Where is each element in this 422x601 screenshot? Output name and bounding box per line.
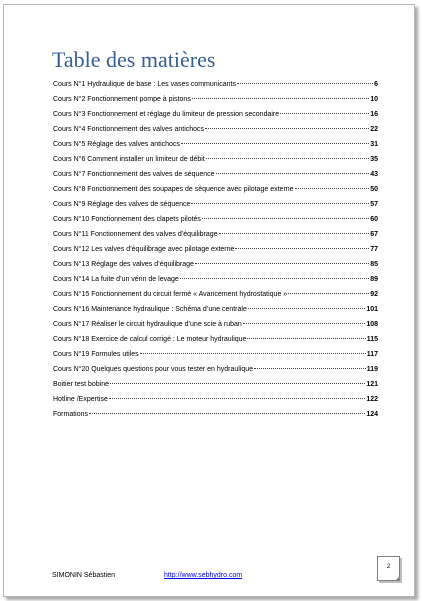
toc-entry-text: Cours N°15 Fonctionnement du circuit fermé « Avancement hydrostatique » <box>53 291 288 298</box>
toc-entry-text: Cours N°8 Fonctionnement des soupapes de séquence avec pilotage externe <box>53 186 294 193</box>
toc-entry[interactable] <box>53 317 378 332</box>
toc-entry[interactable] <box>53 227 378 242</box>
toc-entry[interactable] <box>53 92 378 107</box>
toc-page-number: 124 <box>366 411 378 418</box>
dot-leader <box>140 353 366 354</box>
toc-entry[interactable] <box>53 407 378 422</box>
dot-leader <box>206 158 369 159</box>
toc-entry-text: Cours N°12 Les valves d’équilibrage avec pilotage externe <box>53 246 235 253</box>
dot-leader <box>180 278 369 279</box>
toc-entry-text: Cours N°1 Hydraulique de base : Les vases communicants <box>53 81 236 88</box>
toc-entry-text: Cours N°10 Fonctionnement des clapets pilotés <box>53 216 201 223</box>
toc-entry[interactable] <box>53 197 378 212</box>
toc-page-number: 43 <box>370 171 378 178</box>
toc-entry[interactable] <box>53 377 378 392</box>
toc-entry-text: Cours N°16 Maintenance hydraulique : Schéma d’une centrale <box>53 306 247 313</box>
toc-page-number: 122 <box>366 396 378 403</box>
toc-entry-text: Cours N°14 La fuite d’un vérin de levage <box>53 276 179 283</box>
toc-entry-text: Boitier test bobine <box>53 381 110 388</box>
toc-entry[interactable] <box>53 107 378 122</box>
toc-page-number: 57 <box>370 201 378 208</box>
toc-entry[interactable] <box>53 182 378 197</box>
toc-entry-text: Cours N°11 Fonctionnement des valves d’équilibrage <box>53 231 218 238</box>
toc-entry[interactable] <box>53 77 378 92</box>
toc-page-number: 77 <box>370 246 378 253</box>
footer-author: SIMONIN Sébastien <box>52 572 116 579</box>
table-of-contents <box>53 77 378 422</box>
toc-entry[interactable] <box>53 272 378 287</box>
dot-leader <box>248 308 365 309</box>
dot-leader <box>191 203 369 204</box>
toc-page-number: 119 <box>366 366 378 373</box>
toc-entry-text: Cours N°6 Comment installer un limiteur de débit <box>53 156 205 163</box>
toc-entry[interactable] <box>53 362 378 377</box>
dot-leader <box>192 98 369 99</box>
toc-entry-text: Cours N°7 Fonctionnement des valves de séquence <box>53 171 215 178</box>
dot-leader <box>110 383 365 384</box>
toc-page-number: 115 <box>366 336 378 343</box>
toc-entry-text: Cours N°17 Réaliser le circuit hydraulique d’une scie à ruban <box>53 321 242 328</box>
dot-leader <box>237 83 373 84</box>
toc-entry[interactable] <box>53 242 378 257</box>
toc-entry[interactable] <box>53 122 378 137</box>
toc-page-number: 85 <box>370 261 378 268</box>
toc-page-number: 101 <box>366 306 378 313</box>
footer-website-link[interactable]: http://www.sebhydro.com <box>164 572 243 579</box>
toc-entry[interactable] <box>53 347 378 362</box>
toc-page-number: 10 <box>370 96 378 103</box>
toc-page-number: 50 <box>370 186 378 193</box>
dot-leader <box>181 143 369 144</box>
dot-leader <box>280 113 369 114</box>
toc-page-number: 35 <box>370 156 378 163</box>
dot-leader <box>295 188 370 189</box>
toc-page-number: 117 <box>366 351 378 358</box>
dot-leader <box>243 323 366 324</box>
document-page <box>3 4 415 597</box>
toc-page-number: 60 <box>370 216 378 223</box>
toc-entry[interactable] <box>53 332 378 347</box>
dot-leader <box>235 248 369 249</box>
toc-title: Table des matières <box>52 47 216 72</box>
toc-page-number: 121 <box>366 381 378 388</box>
dot-leader <box>205 128 369 129</box>
toc-page-number: 89 <box>370 276 378 283</box>
toc-entry[interactable] <box>53 302 378 317</box>
toc-entry-text: Cours N°2 Fonctionnement pompe à pistons <box>53 96 191 103</box>
toc-entry[interactable] <box>53 257 378 272</box>
dot-leader <box>247 338 365 339</box>
toc-page-number: 31 <box>370 141 378 148</box>
page-number-badge: 2 <box>377 556 400 581</box>
toc-entry-text: Cours N°20 Quelques questions pour vous tester en hydraulique <box>53 366 254 373</box>
dot-leader <box>202 218 369 219</box>
dot-leader <box>219 233 370 234</box>
toc-page-number: 6 <box>374 81 378 88</box>
toc-entry-text: Cours N°9 Réglage des valves de séquence <box>53 201 191 208</box>
dot-leader <box>254 368 366 369</box>
toc-entry-text: Cours N°5 Réglage des valves antichocs <box>53 141 180 148</box>
toc-page-number: 67 <box>370 231 378 238</box>
toc-page-number: 108 <box>366 321 378 328</box>
toc-entry-text: Cours N°19 Formules utiles <box>53 351 139 358</box>
toc-page-number: 16 <box>370 111 378 118</box>
toc-entry-text: Hotline /Expertise <box>53 396 108 403</box>
dot-leader <box>109 398 365 399</box>
dot-leader <box>216 173 370 174</box>
dot-leader <box>195 263 369 264</box>
toc-page-number: 22 <box>370 126 378 133</box>
toc-entry[interactable] <box>53 212 378 227</box>
toc-entry-text: Cours N°4 Fonctionnement des valves antichocs <box>53 126 205 133</box>
toc-entry[interactable] <box>53 137 378 152</box>
toc-entry[interactable] <box>53 167 378 182</box>
toc-entry[interactable] <box>53 152 378 167</box>
dot-leader <box>89 413 365 414</box>
toc-entry-text: Cours N°3 Fonctionnement et réglage du limiteur de pression secondaire <box>53 111 280 118</box>
toc-entry-text: Formations <box>53 411 89 418</box>
toc-page-number: 92 <box>370 291 378 298</box>
toc-entry[interactable] <box>53 287 378 302</box>
toc-entry-text: Cours N°13 Réglage des valves d’équilibrage <box>53 261 194 268</box>
toc-entry[interactable] <box>53 392 378 407</box>
toc-entry-text: Cours N°18 Exercice de calcul corrigé : Le moteur hydraulique <box>53 336 247 343</box>
dot-leader <box>288 293 369 294</box>
